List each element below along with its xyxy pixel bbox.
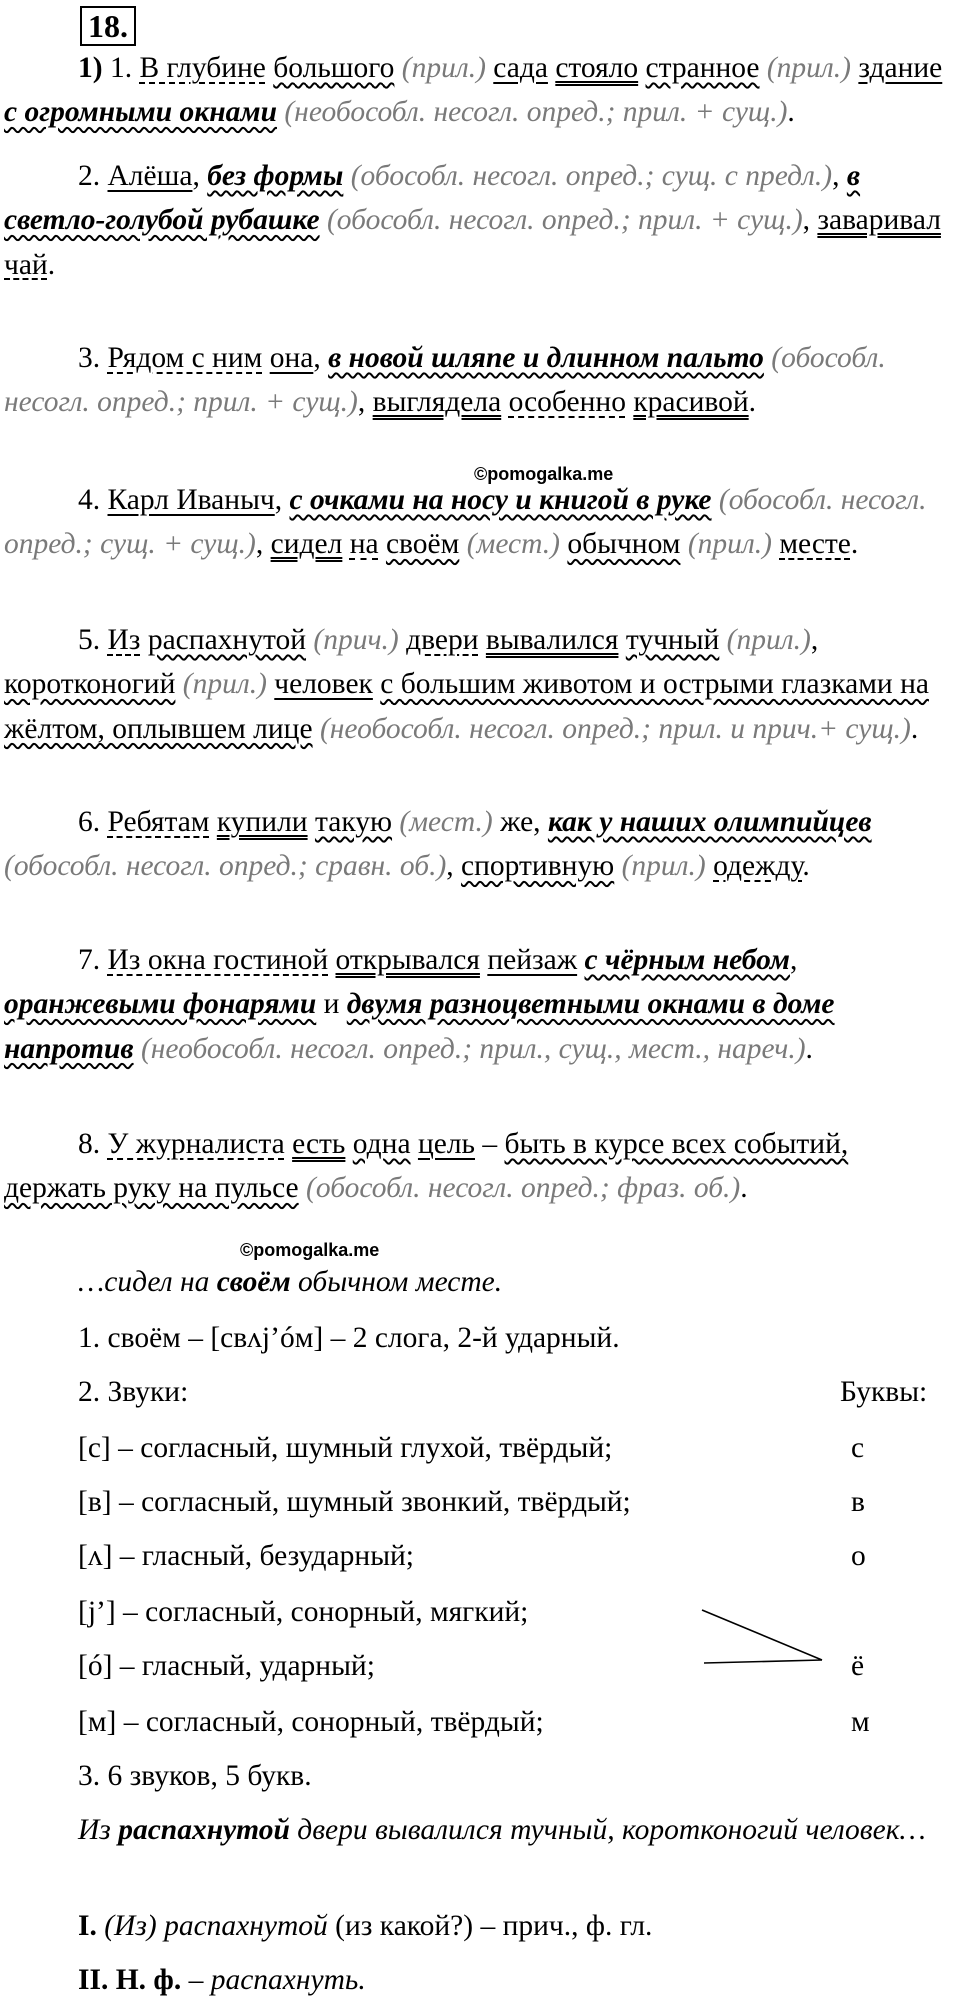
sentence-5: 5. Из распахнутой (прич.) двери вывалился тучный (прил.), коротконогий (прил.) человек с большим животом и острыми глазками на жёлтом, оплывшем лице (необособл. несогл. опред.; прил. и прич.+ сущ.).: [4, 624, 929, 745]
note: (необособл. несогл. опред.; прил. + сущ.): [276, 96, 788, 129]
attribute: распахнутой: [147, 624, 306, 656]
predicate: сидел: [270, 528, 343, 561]
predicate: красивой: [633, 386, 749, 419]
predicate: стояло: [555, 52, 639, 84]
note: (прил.): [759, 52, 859, 84]
predicate: вывалился: [485, 624, 619, 656]
object: чай: [4, 248, 48, 281]
attribute: в новой шляпе и длинном пальто: [328, 342, 764, 374]
subject: человек: [274, 668, 373, 701]
attribute: спортивную: [461, 850, 615, 883]
note: (обособл. несогл. опред.; фраз. об.): [298, 1172, 741, 1205]
note: (мест.): [459, 528, 568, 561]
attribute: быть в курсе всех событий, держать руку на пульсе: [4, 1128, 849, 1205]
attribute: такую: [314, 806, 393, 838]
attribute: с большим животом и острыми глазками на жёлтом, оплывшем лице: [4, 668, 929, 745]
attribute: странное: [645, 52, 760, 84]
sentence-7: 7. Из окна гостиной открывался пейзаж с чёрным небом, оранжевыми фонарями и двумя разноцветными окнами в доме напротив (необособл. несогл. опред.; прил., сущ., мест., нареч.).: [4, 944, 835, 1065]
predicate: открывался: [335, 944, 480, 976]
attribute: одна: [352, 1128, 411, 1160]
note: (прил.): [614, 850, 714, 883]
attribute: с огромными окнами: [4, 96, 277, 129]
attribute: с очками на носу и книгой в руке: [289, 484, 712, 516]
sounds-header: 2. Звуки:: [78, 1376, 189, 1408]
adverbial: У журналиста: [107, 1128, 285, 1160]
sound-row: [ʌ] – гласный, безударный;: [78, 1540, 414, 1572]
attribute: без формы: [207, 160, 344, 192]
sound-row: [м] – согласный, сонорный, твёрдый;: [78, 1706, 544, 1738]
sentence-2: 2. Алёша, без формы (обособл. несогл. опред.; сущ. с предл.), в светло-голубой рубашке (обособл. несогл. опред.; прил. + сущ.), заваривал чай.: [4, 160, 941, 281]
attribute: в светло-голубой рубашке: [4, 160, 861, 237]
letter-cell: с: [851, 1432, 865, 1464]
watermark: ©pomogalka.me: [474, 464, 614, 484]
letter-cell: ё: [851, 1650, 865, 1682]
attribute: тучный: [625, 624, 720, 656]
sentence-8: 8. У журналиста есть одна цель – быть в курсе всех событий, держать руку на пульсе (обособл. несогл. опред.; фраз. об.).: [4, 1128, 849, 1205]
subject: пейзаж: [487, 944, 578, 976]
subject: цель: [417, 1128, 475, 1160]
note: (обособл. несогл. опред.; сущ. с предл.): [343, 160, 833, 192]
sentence-1: 1) 1. В глубине большого (прил.) сада стояло странное (прил.) здание с огромными окнами (необособл. несогл. опред.; прил. + сущ.).: [4, 52, 943, 129]
predicate: есть: [292, 1128, 346, 1160]
morph-line-2: II. Н. ф. – распахнуть.: [78, 1964, 366, 1996]
attribute: с чёрным небом: [584, 944, 790, 976]
merge-lines: [690, 1600, 860, 1680]
adverbial: Из окна гостиной: [107, 944, 329, 976]
phonetic-quote: …сидел на своём обычном месте.: [78, 1266, 503, 1298]
note: (обособл. несогл. опред.; прил. + сущ.): [319, 204, 803, 237]
sentence-3: 3. Рядом с ним она, в новой шляпе и длинном пальто (обособл. несогл. опред.; прил. + сущ.), выглядела особенно красивой.: [4, 342, 886, 419]
adverbial: Рядом с ним: [107, 342, 263, 374]
object: Ребятам: [107, 806, 210, 838]
watermark: ©pomogalka.me: [240, 1240, 380, 1260]
subject: она: [269, 342, 314, 374]
note: (обособл. несогл. опред.; сравн. об.): [4, 850, 447, 883]
task-number: 18.: [80, 6, 136, 46]
sound-row: [с] – согласный, шумный глухой, твёрдый;: [78, 1432, 613, 1464]
note: (обособл. несогл. опред.; сущ. + сущ.): [4, 484, 927, 561]
letter-cell: о: [851, 1540, 866, 1572]
predicate: купили: [216, 806, 308, 838]
predicate: заваривал: [817, 204, 941, 237]
sentence-4: 4. Карл Иваныч, с очками на носу и книгой в руке (обособл. несогл. опред.; сущ. + сущ.), сидел на своём (мест.) обычном (прил.) месте.: [4, 484, 927, 561]
letter-cell: м: [851, 1706, 870, 1738]
subject: сада: [493, 52, 548, 84]
sound-row: [j’] – согласный, сонорный, мягкий;: [78, 1596, 529, 1628]
predicate: выглядела: [372, 386, 502, 419]
note: (мест.): [392, 806, 501, 838]
adverbial: месте: [779, 528, 851, 561]
adverbial: особенно: [508, 386, 626, 419]
note: (прил.): [394, 52, 494, 84]
phonetic-transcription: 1. своём – [свʌj’óм] – 2 слога, 2-й ударный.: [78, 1322, 620, 1354]
attribute: своём: [385, 528, 460, 561]
adverbial: двери: [406, 624, 479, 656]
phonetic-summary: 3. 6 звуков, 5 букв.: [78, 1760, 312, 1792]
note: (прил.): [680, 528, 780, 561]
attribute: оранжевыми фонарями: [4, 988, 317, 1021]
attribute: коротконогий: [4, 668, 176, 701]
note: (обособл. несогл. опред.; прил. + сущ.): [4, 342, 886, 419]
object: одежду: [713, 850, 803, 883]
attribute: обычном: [567, 528, 681, 561]
note: (прил.): [175, 668, 275, 701]
subject: Алёша: [107, 160, 193, 192]
sound-row: [ó] – гласный, ударный;: [78, 1650, 375, 1682]
attribute: как у наших олимпийцев: [547, 806, 872, 838]
letters-header: Буквы:: [840, 1376, 928, 1408]
note: (прич.): [306, 624, 407, 656]
adverbial: В глубине: [139, 52, 266, 84]
adverbial: Из: [107, 624, 141, 656]
attribute: большого: [273, 52, 395, 84]
note: (необособл. несогл. опред.; прил. и прич.+ сущ.): [312, 712, 911, 745]
sentence-6: 6. Ребятам купили такую (мест.) же, как у наших олимпийцев (обособл. несогл. опред.; сравн. об.), спортивную (прил.) одежду.: [4, 806, 872, 883]
sound-row: [в] – согласный, шумный звонкий, твёрдый;: [78, 1486, 631, 1518]
attribute: двумя разноцветными окнами в доме напротив: [4, 988, 835, 1065]
morph-quote: Из распахнутой двери вывалился тучный, коротконогий человек…: [78, 1814, 926, 1846]
subject: Карл Иваныч: [107, 484, 275, 516]
adverbial: на: [349, 528, 379, 561]
part-label: 1): [78, 52, 103, 84]
letter-cell: в: [851, 1486, 865, 1518]
subject: здание: [858, 52, 943, 84]
note: (необособл. несогл. опред.; прил., сущ., мест., нареч.): [133, 1032, 806, 1065]
note: (прил.): [719, 624, 811, 656]
morph-line-1: I. (Из) распахнутой (из какой?) – прич., ф. гл.: [78, 1910, 653, 1942]
